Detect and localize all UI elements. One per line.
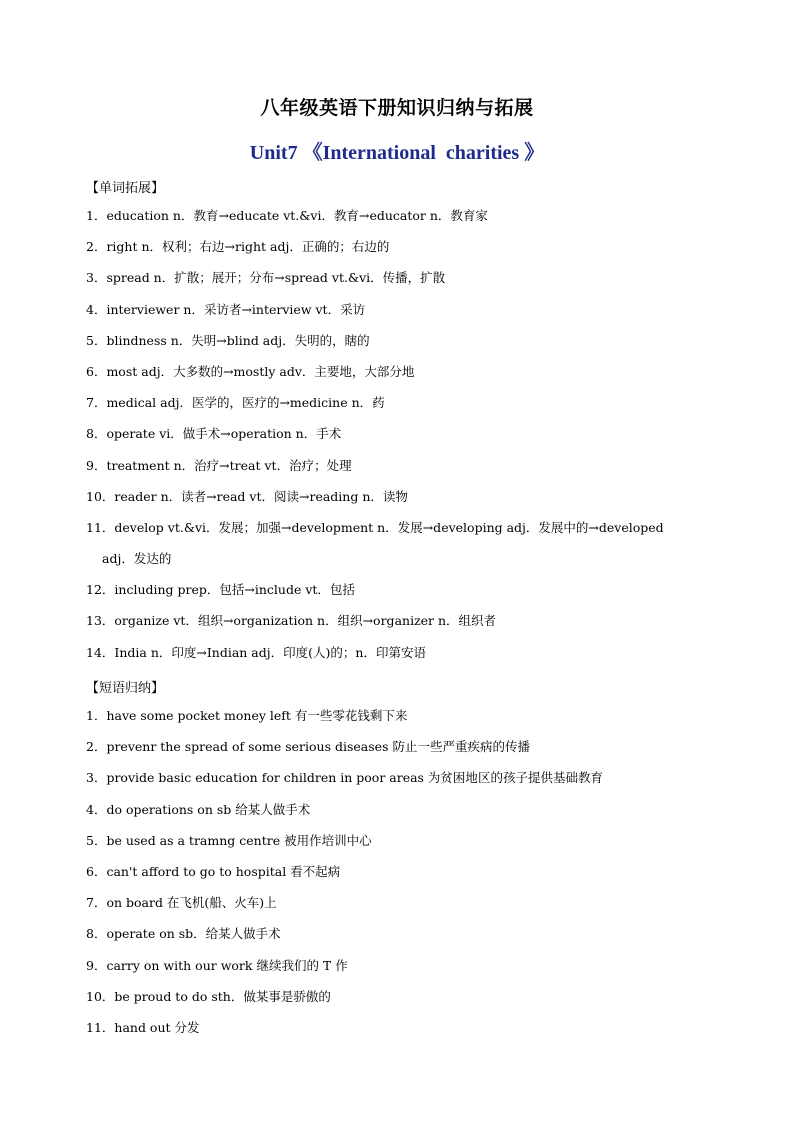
phrase-item: 3．provide basic education for children in poor areas 为贫困地区的孩子提供基础教育 [86, 770, 603, 786]
phrase-list [86, 700, 726, 1043]
phrase-item: 1．have some pocket money left 有一些零花钱剩下来 [86, 708, 408, 723]
page-title: 八年级英语下册知识归纳与拓展 [260, 97, 534, 119]
phrase-item: 7．on board 在飞机(船、火车)上 [86, 895, 277, 911]
vocab-item: 5．blindness n．失明→blind adj．失明的，瞎的 [86, 332, 370, 348]
phrase-item: 4．do operations on sb 给某人做手术 [86, 801, 311, 817]
phrase-item: 10．be proud to do sth．做某事是骄傲的 [86, 988, 331, 1004]
phrase-section-header: 【短语归纳】 [86, 681, 165, 696]
vocab-item: 7．medical adj．医学的，医疗的→medicine n．药 [86, 395, 385, 411]
vocab-item-line: 11．develop vt.&vi．发展；加强→development n．发展→developing adj．发展中的→developed [86, 519, 664, 535]
vocab-item: 12．including prep．包括→include vt．包括 [86, 582, 355, 598]
vocab-item: 14．India n．印度→Indian adj．印度(人)的；n．印第安语 [86, 644, 426, 660]
vocab-list [86, 200, 726, 668]
unit-title: Unit7 《International charities 》 [249, 142, 545, 164]
phrase-item: 5．be used as a tramng centre 被用作培训中心 [86, 832, 372, 848]
phrase-item: 6．can't afford to go to hospital 看不起病 [86, 863, 341, 879]
vocab-item: 8．operate vi．做手术→operation n．手术 [86, 426, 342, 442]
vocab-item [86, 512, 726, 574]
phrase-item: 8．operate on sb．给某人做手术 [86, 926, 281, 942]
vocab-item: 6．most adj．大多数的→mostly adv．主要地，大部分地 [86, 363, 415, 379]
vocab-section-header: 【单词拓展】 [86, 181, 165, 196]
vocab-item: 13．organize vt．组织→organization n．组织→organizer n．组织者 [86, 613, 497, 629]
phrase-item: 11．hand out 分发 [86, 1019, 200, 1035]
vocab-item-continuation: adj．发达的 [102, 551, 172, 567]
vocab-item: 10．reader n．读者→read vt．阅读→reading n．读物 [86, 488, 408, 504]
phrase-item: 9．carry on with our work 继续我们的 T 作 [86, 957, 348, 973]
phrase-item: 2．prevenr the spread of some serious diseases 防止一些严重疾病的传播 [86, 739, 530, 755]
vocab-item: 2．right n．权利；右边→right adj．正确的；右边的 [86, 239, 390, 255]
vocab-item: 1．education n．教育→educate vt.&vi．教育→educator n．教育家 [86, 208, 488, 223]
vocab-item: 3．spread n．扩散；展开；分布→spread vt.&vi．传播，扩散 [86, 270, 446, 286]
vocab-item: 9．treatment n．治疗→treat vt．治疗；处理 [86, 457, 352, 473]
vocab-item: 4．interviewer n．采访者→interview vt．采访 [86, 301, 366, 317]
